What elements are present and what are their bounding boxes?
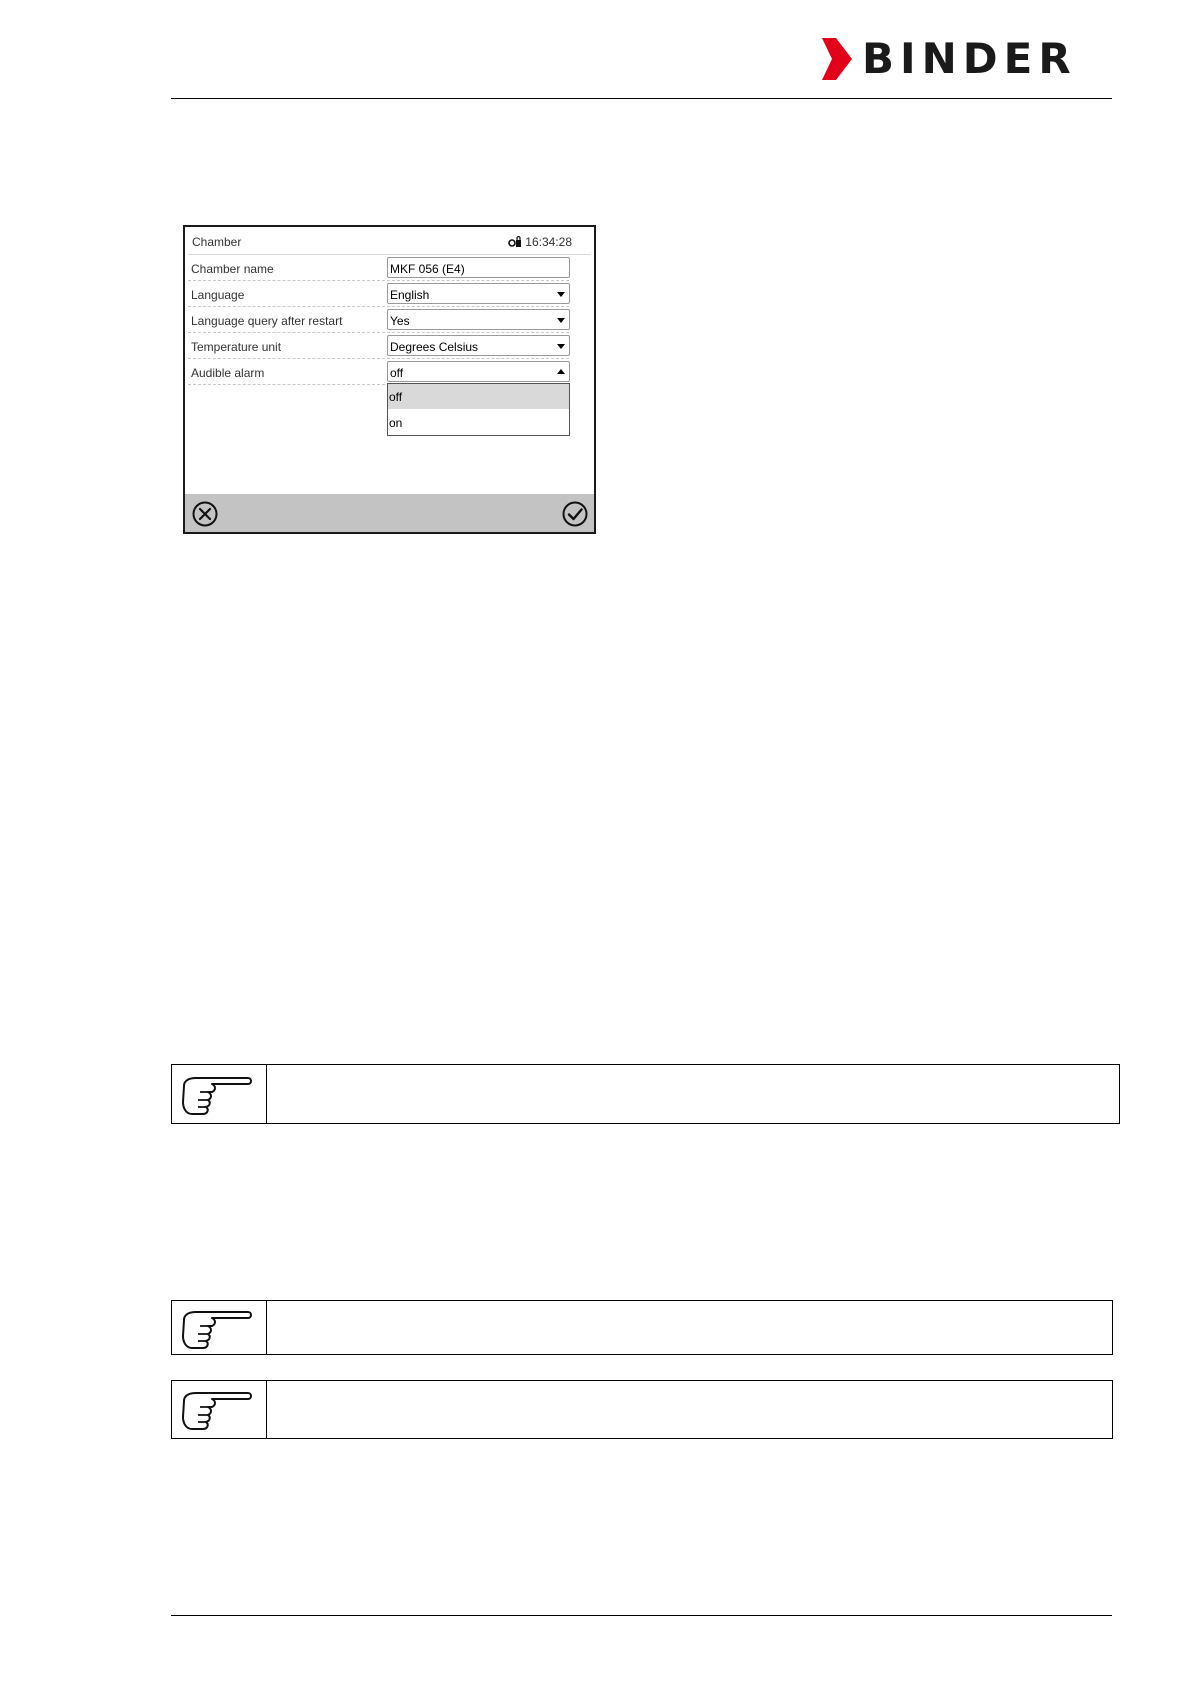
field-value: English: [390, 288, 430, 302]
option-label: on: [389, 416, 403, 430]
row-label: Chamber name: [191, 262, 274, 276]
pointing-hand-icon: [178, 1070, 256, 1120]
screen-title: Chamber: [192, 235, 242, 249]
row-label: Language query after restart: [191, 314, 343, 328]
row-language-query: [188, 308, 569, 333]
screen-footer-bar: [185, 494, 594, 532]
chevron-up-icon: [557, 369, 565, 374]
chevron-down-icon: [557, 344, 565, 349]
chevron-down-icon: [557, 292, 565, 297]
temperature-unit-select[interactable]: [387, 335, 570, 356]
logo-arrow-mark: [822, 38, 854, 80]
note-box-1: [171, 1064, 1120, 1124]
dropdown-option-on[interactable]: [388, 410, 569, 435]
pointing-hand-icon: [178, 1304, 256, 1354]
chevron-down-icon: [557, 318, 565, 323]
title-separator: [188, 254, 591, 255]
note-box-2: [171, 1300, 1113, 1355]
field-value: Yes: [390, 314, 410, 328]
note-box-3: [171, 1380, 1113, 1439]
dropdown-option-off[interactable]: [388, 384, 569, 409]
brand-name: BINDER: [862, 34, 1077, 83]
field-value: MKF 056 (E4): [390, 262, 465, 276]
header-rule: [171, 98, 1112, 99]
row-label: Language: [191, 288, 245, 302]
binder-logo: [822, 34, 1112, 83]
chamber-name-input[interactable]: [387, 257, 570, 278]
row-audible-alarm: [188, 360, 569, 385]
row-label: Audible alarm: [191, 366, 265, 380]
language-select[interactable]: [387, 283, 570, 304]
footer-rule: [171, 1615, 1112, 1616]
chamber-settings-screen: [183, 225, 596, 534]
pointing-hand-icon: [178, 1385, 256, 1435]
row-temperature-unit: [188, 334, 569, 359]
option-label: off: [389, 390, 403, 404]
field-value: off: [390, 366, 404, 380]
clock-area: [508, 235, 572, 249]
note-icon-cell: [172, 1301, 267, 1354]
field-value: Degrees Celsius: [390, 340, 479, 354]
row-language: [188, 282, 569, 307]
language-query-select[interactable]: [387, 309, 570, 330]
row-chamber-name: [188, 256, 569, 281]
audible-alarm-dropdown: [387, 383, 570, 436]
note-icon-cell: [172, 1065, 267, 1123]
confirm-check-icon[interactable]: [562, 501, 588, 527]
cancel-circle-x-icon[interactable]: [192, 501, 218, 527]
clock-time: 16:34:28: [525, 235, 572, 249]
audible-alarm-select[interactable]: [387, 361, 570, 382]
note-icon-cell: [172, 1381, 267, 1438]
key-lock-icon: [508, 236, 522, 248]
row-label: Temperature unit: [191, 340, 282, 354]
